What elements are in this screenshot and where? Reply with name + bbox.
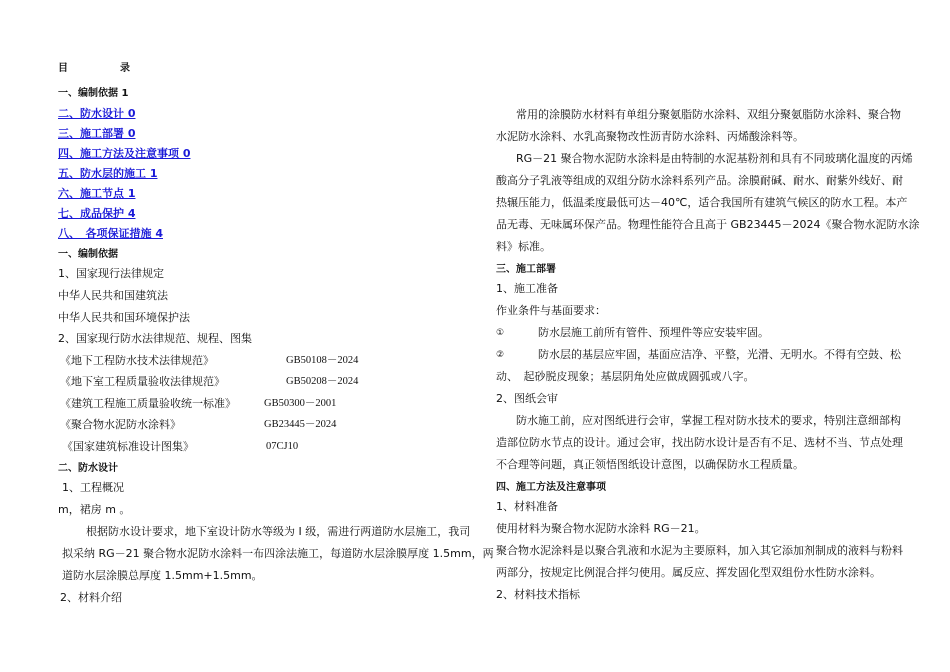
toc-title-left: 目 [58, 63, 68, 74]
toc-link-7[interactable]: 七、成品保护 4 [58, 207, 136, 220]
section-1-heading: 一、编制依据 [58, 249, 118, 260]
r-paragraph-2-line-2: 酸高分子乳液等组成的双组分防水涂料系列产品。涂膜耐碱、耐水、耐紫外线好、耐 [496, 174, 903, 187]
s2-sub-2: 2、材料介绍 [60, 591, 122, 604]
s2-paragraph-line-1: 根据防水设计要求，地下室设计防水等级为 I 级，需进行两道防水层施工，我司 [86, 525, 471, 538]
s1-line-2: 中华人民共和国建筑法 [58, 289, 168, 302]
s4-line-1: 使用材料为聚合物水泥防水涂料 RG－21。 [496, 522, 706, 535]
s2-line-m: m，裙房 m 。 [58, 503, 131, 516]
standard-name: 《地下室工程质量验收法律规范》 [60, 375, 225, 388]
s1-line-4: 2、国家现行防水法律规范、规程、图集 [58, 332, 252, 345]
toc-link-3[interactable]: 三、施工部署 0 [58, 127, 136, 140]
s3-item-2-cont: 动、 起砂脱皮现象；基层阴角处应做成圆弧或八字。 [496, 370, 755, 383]
toc-link-5[interactable]: 五、防水层的施工 1 [58, 167, 158, 180]
toc-link-6[interactable]: 六、施工节点 1 [58, 187, 136, 200]
r-paragraph-2-line-3: 热辗压能力，低温柔度最低可达－40℃，适合我国所有建筑气候区的防水工程。本产 [496, 196, 908, 209]
toc-title-right: 录 [120, 63, 130, 74]
section-3-heading: 三、施工部署 [496, 264, 556, 275]
s2-paragraph-line-3: 道防水层涂膜总厚度 1.5mm+1.5mm。 [62, 569, 263, 582]
standard-code: GB50208－2024 [286, 376, 359, 387]
section-4-heading: 四、施工方法及注意事项 [496, 482, 606, 493]
s1-line-1: 1、国家现行法律规定 [58, 267, 164, 280]
s4-paragraph-line-1: 聚合物水泥涂料是以聚合乳液和水泥为主要原料，加入其它添加剂制成的液料与粉料 [496, 544, 903, 557]
s3-sub-2: 2、图纸会审 [496, 392, 558, 405]
toc-link-8[interactable]: 八、 各项保证措施 4 [58, 227, 163, 240]
s3-sub-1: 1、施工准备 [496, 282, 558, 295]
standard-name: 《国家建筑标准设计图集》 [62, 440, 194, 453]
r-paragraph-2-line-1: RG－21 聚合物水泥防水涂料是由特制的水泥基粉剂和具有不同玻璃化温度的丙烯 [516, 152, 913, 165]
s3-paragraph-line-1: 防水施工前，应对图纸进行会审，掌握工程对防水技术的要求，特别注意细部构 [516, 414, 901, 427]
standard-code: GB50300－2001 [264, 398, 337, 409]
circled-1-marker: ① [496, 328, 505, 338]
s1-line-3: 中华人民共和国环境保护法 [58, 311, 190, 324]
standard-code: GB50108－2024 [286, 355, 359, 366]
s4-paragraph-line-2: 两部分，按规定比例混合拌匀使用。属反应、挥发固化型双组份水性防水涂料。 [496, 566, 881, 579]
s3-paragraph-line-2: 造部位防水节点的设计。通过会审，找出防水设计是否有不足、选材不当、节点处理 [496, 436, 903, 449]
toc-item-1: 一、编制依据 1 [58, 88, 129, 99]
standard-code: GB23445－2024 [264, 419, 337, 430]
r-paragraph-2-line-5: 料》标准。 [496, 240, 551, 253]
s3-paragraph-line-3: 不合理等问题，真正领悟图纸设计意图，以确保防水工程质量。 [496, 458, 804, 471]
s4-sub-1: 1、材料准备 [496, 500, 558, 513]
s3-item-2: 防水层的基层应牢固，基面应洁净、平整，光滑、无明水。不得有空鼓、松 [538, 348, 901, 361]
standard-name: 《建筑工程施工质量验收统一标准》 [60, 397, 236, 410]
r-paragraph-1-line-1: 常用的涂膜防水材料有单组分聚氨脂防水涂料、双组分聚氨脂防水涂料、聚合物 [516, 108, 901, 121]
circled-2-marker: ② [496, 350, 505, 360]
s2-sub-1: 1、工程概况 [62, 481, 124, 494]
s4-sub-2: 2、材料技术指标 [496, 588, 580, 601]
section-2-heading: 二、防水设计 [58, 463, 118, 474]
standard-name: 《聚合物水泥防水涂料》 [60, 418, 181, 431]
toc-link-2[interactable]: 二、防水设计 0 [58, 107, 136, 120]
s3-item-1: 防水层施工前所有管件、预埋件等应安装牢固。 [538, 326, 769, 339]
s3-line-1: 作业条件与基面要求： [496, 304, 606, 317]
s2-paragraph-line-2: 拟采纳 RG－21 聚合物水泥防水涂料一布四涂法施工，每道防水层涂膜厚度 1.5mm，两 [62, 547, 494, 560]
standard-name: 《地下工程防水技术法律规范》 [60, 354, 214, 367]
toc-link-4[interactable]: 四、施工方法及注意事项 0 [58, 147, 191, 160]
r-paragraph-1-line-2: 水泥防水涂料、水乳高聚物改性沥青防水涂料、丙烯酸涂料等。 [496, 130, 804, 143]
standard-code: 07CJ10 [266, 441, 299, 452]
r-paragraph-2-line-4: 品无毒、无味属环保产品。物理性能符合且高于 GB23445－2024《聚合物水泥防水涂 [496, 218, 920, 231]
